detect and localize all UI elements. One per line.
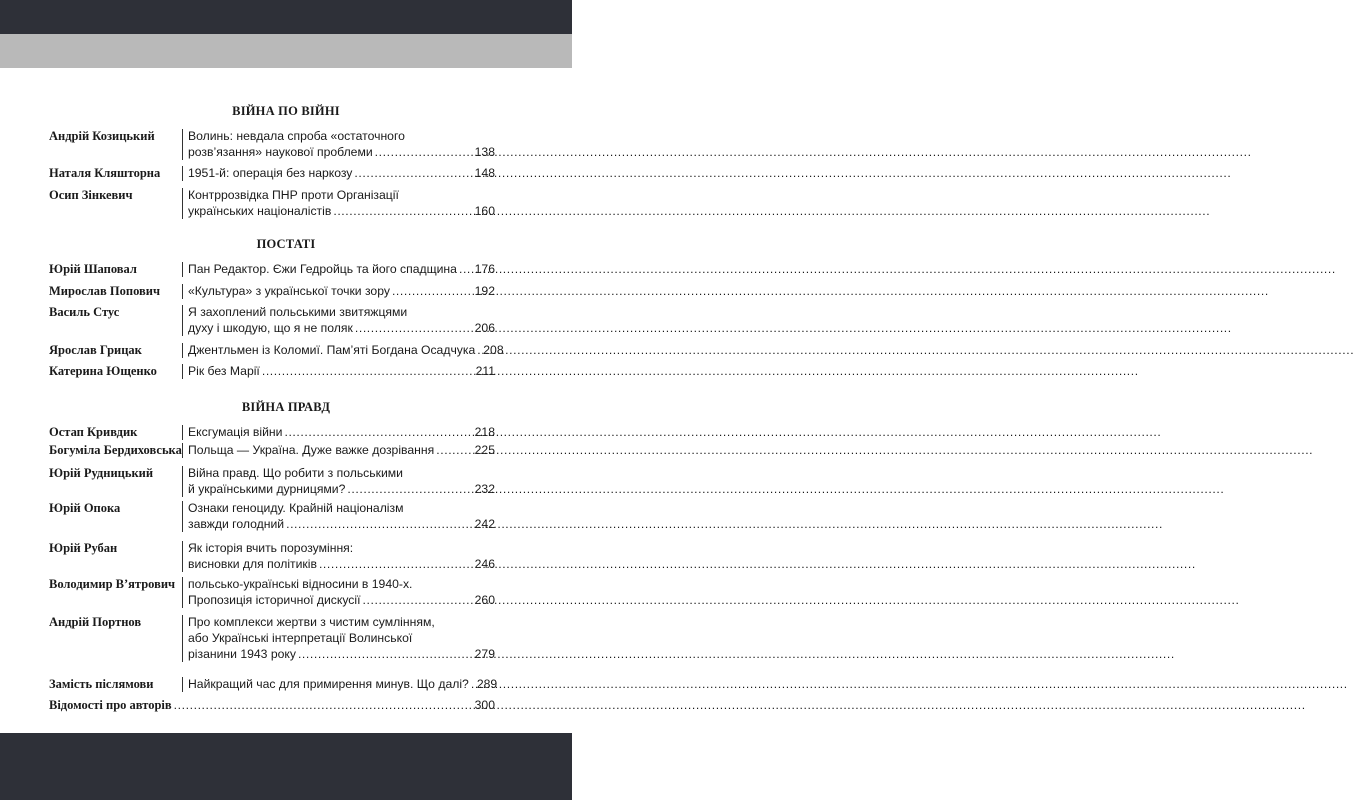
page-number: 148 bbox=[474, 166, 495, 180]
toc-entry bbox=[188, 363, 495, 379]
toc-entry-authors-info bbox=[49, 697, 495, 713]
dot-leader bbox=[459, 261, 473, 277]
entry-title-line: Війна правд. Що робити з польськими bbox=[188, 466, 403, 480]
entry-divider bbox=[182, 677, 183, 692]
entry-title-row bbox=[188, 676, 498, 692]
dot-leader bbox=[333, 203, 472, 219]
entry-title-row bbox=[188, 342, 504, 358]
bottom-bar bbox=[0, 733, 572, 800]
entry-title-row bbox=[188, 646, 495, 662]
entry-title-line: 1951-й: операція без наркозу bbox=[188, 166, 353, 180]
entry-divider bbox=[182, 305, 183, 336]
dot-leader bbox=[436, 442, 472, 458]
entry-divider bbox=[182, 443, 183, 458]
entry-title-line: Найкращий час для примирення минув. Що далі? bbox=[188, 677, 469, 691]
entry-title-row bbox=[188, 424, 495, 440]
entry-title-line: або Українські інтерпретації Волинської bbox=[188, 631, 413, 645]
entry-author: Мирослав Попович bbox=[49, 284, 161, 298]
entry-divider bbox=[182, 188, 183, 219]
entry-author: Замість післямови bbox=[49, 677, 154, 691]
section-title: ВІЙНА ПРАВД bbox=[241, 400, 331, 414]
entry-author: Катерина Ющенко bbox=[49, 364, 157, 378]
dot-leader bbox=[354, 165, 472, 181]
entry-title-row bbox=[188, 320, 495, 336]
entry-author: Наталя Кляшторна bbox=[49, 166, 161, 180]
entry-divider bbox=[182, 262, 183, 277]
entry-title-line: Ексгумація війни bbox=[188, 425, 283, 439]
entry-divider bbox=[182, 501, 183, 532]
dot-leader bbox=[355, 320, 473, 336]
entry-title-line: Ознаки геноциду. Крайній націоналізм bbox=[188, 501, 404, 515]
entry-title-row bbox=[188, 516, 495, 532]
toc-entry bbox=[188, 576, 495, 608]
page-number: 206 bbox=[474, 321, 495, 335]
toc-entry bbox=[188, 500, 495, 532]
entry-label: Відомості про авторів bbox=[49, 698, 172, 712]
toc-entry bbox=[188, 424, 495, 440]
entry-title-line: розв’язання» наукової проблеми bbox=[188, 145, 373, 159]
page-number: 211 bbox=[475, 364, 495, 378]
toc-entry bbox=[188, 283, 495, 299]
entry-divider bbox=[182, 129, 183, 160]
dot-leader bbox=[471, 676, 475, 692]
entry-divider bbox=[182, 425, 183, 440]
toc-entry bbox=[188, 304, 495, 336]
dot-leader bbox=[319, 556, 473, 572]
entry-title-line: завжди голодний bbox=[188, 517, 285, 531]
dot-leader bbox=[262, 363, 474, 379]
top-bar bbox=[0, 0, 572, 34]
entry-divider bbox=[182, 615, 183, 662]
page-number: 208 bbox=[483, 343, 504, 357]
dot-leader bbox=[284, 424, 472, 440]
dot-leader bbox=[375, 144, 473, 160]
page-number: 218 bbox=[474, 425, 495, 439]
dot-leader bbox=[174, 697, 473, 713]
toc-entry bbox=[188, 442, 495, 458]
toc-entry bbox=[188, 165, 495, 181]
toc-entry bbox=[188, 614, 495, 662]
entry-title-row bbox=[188, 203, 495, 219]
page-number: 242 bbox=[474, 517, 495, 531]
entry-author: Володимир В’ятрович bbox=[49, 577, 176, 591]
entry-author: Андрій Козицький bbox=[49, 129, 155, 143]
dot-leader bbox=[286, 516, 473, 532]
page-number: 225 bbox=[474, 443, 495, 457]
toc-entry bbox=[188, 187, 495, 219]
entry-divider bbox=[182, 284, 183, 299]
entry-author: Ярослав Грицак bbox=[49, 343, 142, 357]
dot-leader bbox=[363, 592, 473, 608]
entry-title-line: Джентльмен із Коломиї. Пам’яті Богдана Осадчука bbox=[188, 343, 476, 357]
entry-title-line: польсько-українські відносини в 1940-х. bbox=[188, 577, 413, 591]
toc-entry bbox=[188, 128, 495, 160]
section-title: ВІЙНА ПО ВІЙНІ bbox=[232, 104, 340, 118]
entry-title-line: «Культура» з української точки зору bbox=[188, 284, 390, 298]
entry-title-line: висновки для політиків bbox=[188, 557, 317, 571]
entry-title-line: Контррозвідка ПНР проти Організації bbox=[188, 188, 399, 202]
entry-author: Василь Стус bbox=[49, 305, 120, 319]
entry-title-line: Пан Редактор. Єжи Гедройць та його спадщина bbox=[188, 262, 457, 276]
entry-author: Юрій Шаповал bbox=[49, 262, 137, 276]
page-number: 246 bbox=[474, 557, 495, 571]
page-number: 192 bbox=[474, 284, 495, 298]
entry-title-line: й українськими дурницями? bbox=[188, 482, 346, 496]
entry-divider bbox=[182, 343, 183, 358]
entry-divider bbox=[182, 364, 183, 379]
dot-leader bbox=[477, 342, 481, 358]
entry-author: Юрій Рубан bbox=[49, 541, 118, 555]
page-number: 289 bbox=[476, 677, 498, 691]
entry-author: Осип Зінкевич bbox=[49, 188, 133, 202]
header-band bbox=[0, 34, 572, 68]
entry-title-line: Пропозиція історичної дискусії bbox=[188, 593, 361, 607]
entry-title-line: Про комплекси жертви з чистим сумлінням, bbox=[188, 615, 435, 629]
toc-entry bbox=[188, 676, 498, 692]
entry-title-row bbox=[188, 442, 495, 458]
entry-title-line: Польща — Україна. Дуже важке дозрівання bbox=[188, 443, 435, 457]
entry-author: Остап Кривдик bbox=[49, 425, 138, 439]
entry-title-line: українських націоналістів bbox=[188, 204, 332, 218]
entry-title-line: Рік без Марії bbox=[188, 364, 260, 378]
entry-title-row bbox=[188, 261, 495, 277]
entry-divider bbox=[182, 166, 183, 181]
entry-divider bbox=[182, 466, 183, 497]
dot-leader bbox=[298, 646, 473, 662]
page-number: 160 bbox=[474, 204, 495, 218]
entry-author: Андрій Портнов bbox=[49, 615, 142, 629]
entry-title-row bbox=[188, 363, 495, 379]
entry-title-line: Як історія вчить порозуміння: bbox=[188, 541, 354, 555]
entry-title-row bbox=[188, 556, 495, 572]
entry-author: Богуміла Бердиховська bbox=[49, 443, 182, 457]
entry-title-line: Я захоплений польськими звитяжцями bbox=[188, 305, 408, 319]
page-number: 279 bbox=[474, 647, 495, 661]
page-number: 300 bbox=[474, 698, 495, 712]
entry-divider bbox=[182, 577, 183, 608]
toc-entry bbox=[188, 261, 495, 277]
page-number: 260 bbox=[474, 593, 495, 607]
entry-author: Юрій Опока bbox=[49, 501, 121, 515]
toc-entry bbox=[188, 540, 495, 572]
entry-title-row bbox=[188, 165, 495, 181]
dot-leader bbox=[347, 481, 472, 497]
page-number: 232 bbox=[474, 482, 495, 496]
entry-divider bbox=[182, 541, 183, 572]
page-number: 138 bbox=[474, 145, 495, 159]
dot-leader bbox=[392, 283, 473, 299]
page-number: 176 bbox=[474, 262, 495, 276]
entry-title-line: різанини 1943 року bbox=[188, 647, 296, 661]
section-title: ПОСТАТІ bbox=[256, 237, 316, 251]
entry-author: Юрій Рудницький bbox=[49, 466, 154, 480]
entry-title-row bbox=[188, 592, 495, 608]
toc-entry bbox=[188, 465, 495, 497]
toc-entry bbox=[188, 342, 504, 358]
entry-title-line: духу і шкодую, що я не поляк bbox=[188, 321, 353, 335]
entry-title-row bbox=[188, 283, 495, 299]
entry-title-row bbox=[188, 144, 495, 160]
entry-title-row bbox=[188, 481, 495, 497]
entry-title-line: Волинь: невдала спроба «остаточного bbox=[188, 129, 405, 143]
